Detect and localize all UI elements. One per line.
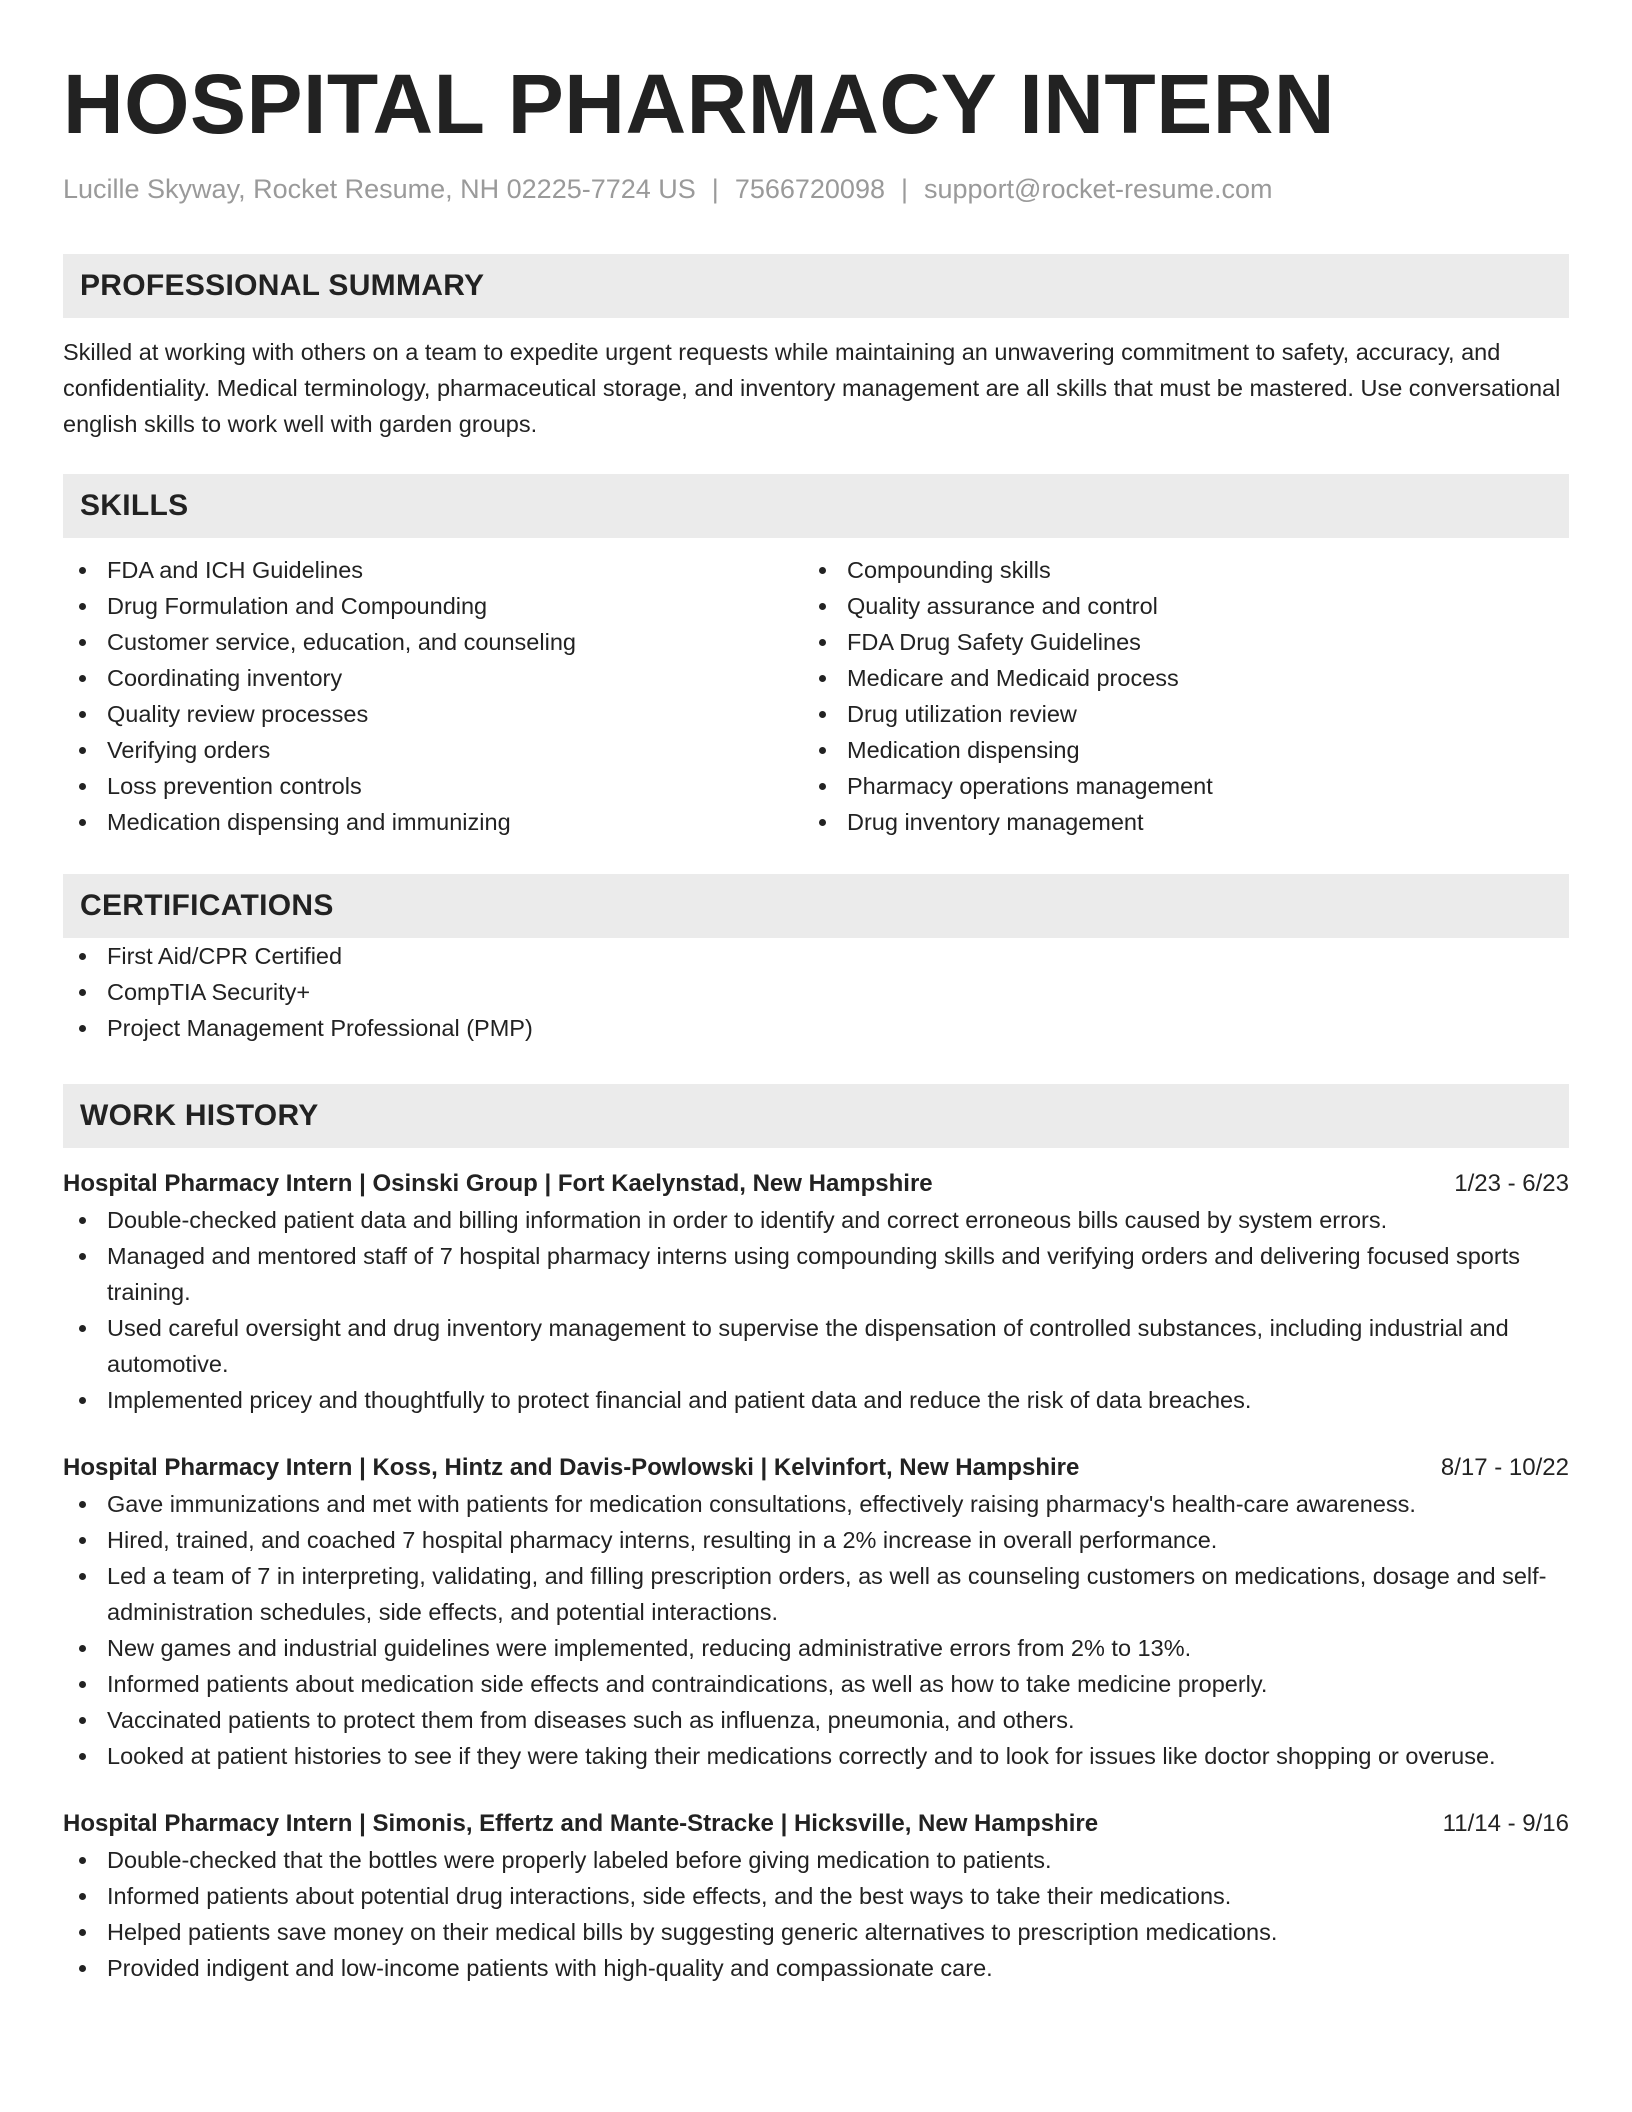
skill-item: FDA Drug Safety Guidelines xyxy=(803,624,1543,660)
job-dates: 1/23 - 6/23 xyxy=(1454,1170,1569,1197)
skill-item: Coordinating inventory xyxy=(63,660,803,696)
certifications-list xyxy=(63,938,1569,1046)
contact-phone: 7566720098 xyxy=(734,174,885,204)
summary-heading: PROFESSIONAL SUMMARY xyxy=(63,254,1569,318)
job-bullet: Double-checked patient data and billing information in order to identify and correct erroneous bills caused by system errors. xyxy=(63,1202,1569,1238)
job-bullet: Informed patients about medication side effects and contraindications, as well as how to take medicine properly. xyxy=(63,1666,1569,1702)
job-bullets xyxy=(63,1486,1569,1774)
skill-item: Loss prevention controls xyxy=(63,768,803,804)
job-bullet: New games and industrial guidelines were implemented, reducing administrative errors from 2% to 13%. xyxy=(63,1630,1569,1666)
job-header xyxy=(63,1806,1569,1842)
contact-email: support@rocket-resume.com xyxy=(924,174,1273,204)
skill-item: Customer service, education, and counseling xyxy=(63,624,803,660)
skill-item: Pharmacy operations management xyxy=(803,768,1543,804)
job-bullet: Implemented pricey and thoughtfully to protect financial and patient data and reduce the risk of data breaches. xyxy=(63,1382,1569,1418)
contact-separator: | xyxy=(900,174,908,204)
work-history-heading: WORK HISTORY xyxy=(63,1084,1569,1148)
job-dates: 8/17 - 10/22 xyxy=(1440,1454,1569,1481)
skills-list-left xyxy=(63,552,803,840)
skill-item: Drug utilization review xyxy=(803,696,1543,732)
job-title: Hospital Pharmacy Intern | Koss, Hintz and Davis-Powlowski | Kelvinfort, New Hampshire xyxy=(63,1454,1080,1481)
job-header xyxy=(63,1166,1569,1202)
summary-text: Skilled at working with others on a team to expedite urgent requests while maintaining an unwavering commitment to safety, accuracy, and confidentiality. Medical terminology, pharmaceutical storage, and inventory management are all skills that must be mastered. Use conversational english skills to work well with garden groups. xyxy=(63,339,1561,437)
certification-item: Project Management Professional (PMP) xyxy=(63,1010,1569,1046)
job-bullet: Informed patients about potential drug interactions, side effects, and the best ways to take their medications. xyxy=(63,1878,1569,1914)
skill-item: Compounding skills xyxy=(803,552,1543,588)
job-entry xyxy=(63,1450,1569,1774)
skill-item: Medication dispensing and immunizing xyxy=(63,804,803,840)
job-dates: 11/14 - 9/16 xyxy=(1442,1810,1569,1837)
skill-item: Drug Formulation and Compounding xyxy=(63,588,803,624)
job-bullet: Managed and mentored staff of 7 hospital pharmacy interns using compounding skills and verifying orders and delivering focused sports training. xyxy=(63,1238,1569,1310)
job-bullet: Hired, trained, and coached 7 hospital pharmacy interns, resulting in a 2% increase in overall performance. xyxy=(63,1522,1569,1558)
skill-item: Medication dispensing xyxy=(803,732,1543,768)
job-bullet: Looked at patient histories to see if they were taking their medications correctly and to look for issues like doctor shopping or overuse. xyxy=(63,1738,1569,1774)
skill-item: Quality review processes xyxy=(63,696,803,732)
contact-address: Lucille Skyway, Rocket Resume, NH 02225-7724 US xyxy=(63,174,696,204)
contact-separator: | xyxy=(711,174,719,204)
skills-list-right xyxy=(803,552,1543,840)
job-bullet: Used careful oversight and drug inventory management to supervise the dispensation of controlled substances, including industrial and automotive. xyxy=(63,1310,1569,1382)
job-bullets xyxy=(63,1842,1569,1986)
certification-item: First Aid/CPR Certified xyxy=(63,938,1569,974)
skill-item: Drug inventory management xyxy=(803,804,1543,840)
job-title: Hospital Pharmacy Intern | Simonis, Effertz and Mante-Stracke | Hicksville, New Hampshire xyxy=(63,1810,1099,1837)
job-bullet: Double-checked that the bottles were properly labeled before giving medication to patients. xyxy=(63,1842,1569,1878)
job-bullet: Gave immunizations and met with patients for medication consultations, effectively raising pharmacy's health-care awareness. xyxy=(63,1486,1569,1522)
skills-column-right xyxy=(803,552,1543,840)
contact-line xyxy=(63,172,1569,206)
job-bullet: Provided indigent and low-income patients with high-quality and compassionate care. xyxy=(63,1950,1569,1986)
skills-column-left xyxy=(63,552,803,840)
job-bullets xyxy=(63,1202,1569,1418)
job-entry xyxy=(63,1166,1569,1418)
skill-item: Medicare and Medicaid process xyxy=(803,660,1543,696)
job-entry xyxy=(63,1806,1569,1986)
certification-item: CompTIA Security+ xyxy=(63,974,1569,1010)
job-bullet: Led a team of 7 in interpreting, validating, and filling prescription orders, as well as counseling customers on medications, dosage and self-administration schedules, side effects, and potential interactions. xyxy=(63,1558,1569,1630)
skill-item: Verifying orders xyxy=(63,732,803,768)
candidate-title: HOSPITAL PHARMACY INTERN xyxy=(63,57,1336,151)
skills-columns xyxy=(63,552,1569,840)
job-bullet: Vaccinated patients to protect them from diseases such as influenza, pneumonia, and others. xyxy=(63,1702,1569,1738)
job-header xyxy=(63,1450,1569,1486)
skills-heading: SKILLS xyxy=(63,474,1569,538)
certifications-heading: CERTIFICATIONS xyxy=(63,874,1569,938)
job-bullet: Helped patients save money on their medical bills by suggesting generic alternatives to prescription medications. xyxy=(63,1914,1569,1950)
skill-item: FDA and ICH Guidelines xyxy=(63,552,803,588)
job-title: Hospital Pharmacy Intern | Osinski Group | Fort Kaelynstad, New Hampshire xyxy=(63,1170,933,1197)
skill-item: Quality assurance and control xyxy=(803,588,1543,624)
